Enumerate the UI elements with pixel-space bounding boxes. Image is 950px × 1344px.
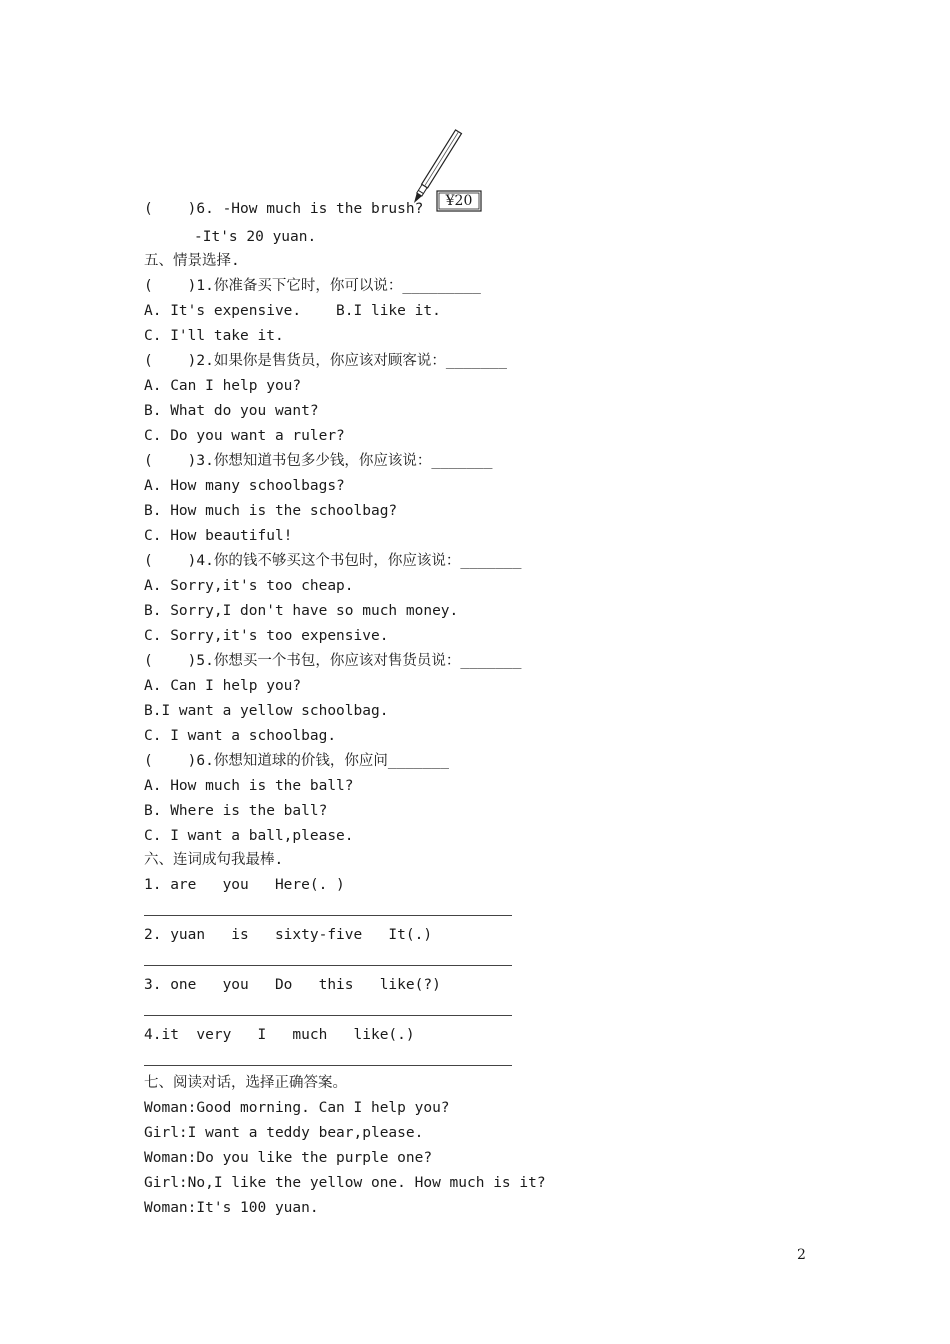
word-order-item: 1. are you Here(. ) bbox=[144, 877, 345, 893]
option-line: A. It's expensive. B.I like it. bbox=[144, 303, 441, 319]
question-4-6: ( )6. -How much is the brush? bbox=[144, 201, 424, 217]
dialogue-line: Girl:I want a teddy bear,please. bbox=[144, 1125, 424, 1141]
answer-blank-line[interactable] bbox=[144, 915, 512, 916]
dialogue-line: Girl:No,I like the yellow one. How much is it? bbox=[144, 1175, 546, 1191]
question-line: ( )2.如果你是售货员，你应该对顾客说：_______ bbox=[144, 353, 507, 369]
option-line: C. I'll take it. bbox=[144, 328, 284, 344]
option-line: B. Where is the ball? bbox=[144, 803, 328, 819]
option-line: C. Sorry,it's too expensive. bbox=[144, 628, 389, 644]
page-number: 2 bbox=[797, 1247, 806, 1263]
question-line: ( )5.你想买一个书包，你应该对售货员说：_______ bbox=[144, 653, 522, 669]
option-line: C. I want a ball,please. bbox=[144, 828, 354, 844]
question-4-6-answer: -It's 20 yuan. bbox=[194, 229, 317, 245]
option-line: C. Do you want a ruler? bbox=[144, 428, 345, 444]
word-order-item: 3. one you Do this like(?) bbox=[144, 977, 441, 993]
section-5-heading: 五、情景选择. bbox=[144, 253, 240, 269]
question-line: ( )1.你准备买下它时，你可以说：_________ bbox=[144, 278, 481, 294]
option-line: C. How beautiful! bbox=[144, 528, 293, 544]
option-line: A. How many schoolbags? bbox=[144, 478, 345, 494]
option-line: B. What do you want? bbox=[144, 403, 319, 419]
answer-blank-line[interactable] bbox=[144, 965, 512, 966]
dialogue-line: Woman:Do you like the purple one? bbox=[144, 1150, 433, 1166]
dialogue-line: Woman:Good morning. Can I help you? bbox=[144, 1100, 450, 1116]
question-line: ( )6.你想知道球的价钱，你应问_______ bbox=[144, 753, 449, 769]
section-7-heading: 七、阅读对话，选择正确答案。 bbox=[144, 1075, 347, 1091]
option-line: B. How much is the schoolbag? bbox=[144, 503, 398, 519]
dialogue-line: Woman:It's 100 yuan. bbox=[144, 1200, 319, 1216]
word-order-item: 2. yuan is sixty-five It(.) bbox=[144, 927, 433, 943]
option-line: A. Can I help you? bbox=[144, 378, 302, 394]
section-6-heading: 六、连词成句我最棒. bbox=[144, 852, 284, 868]
option-line: A. How much is the ball? bbox=[144, 778, 354, 794]
price-tag: ¥20 bbox=[445, 193, 473, 209]
question-line: ( )4.你的钱不够买这个书包时，你应该说：_______ bbox=[144, 553, 522, 569]
answer-blank-line[interactable] bbox=[144, 1065, 512, 1066]
option-line: A. Can I help you? bbox=[144, 678, 302, 694]
option-line: A. Sorry,it's too cheap. bbox=[144, 578, 354, 594]
word-order-item: 4.it very I much like(.) bbox=[144, 1027, 415, 1043]
option-line: C. I want a schoolbag. bbox=[144, 728, 337, 744]
option-line: B.I want a yellow schoolbag. bbox=[144, 703, 389, 719]
answer-blank-line[interactable] bbox=[144, 1015, 512, 1016]
option-line: B. Sorry,I don't have so much money. bbox=[144, 603, 459, 619]
question-line: ( )3.你想知道书包多少钱，你应该说：_______ bbox=[144, 453, 493, 469]
